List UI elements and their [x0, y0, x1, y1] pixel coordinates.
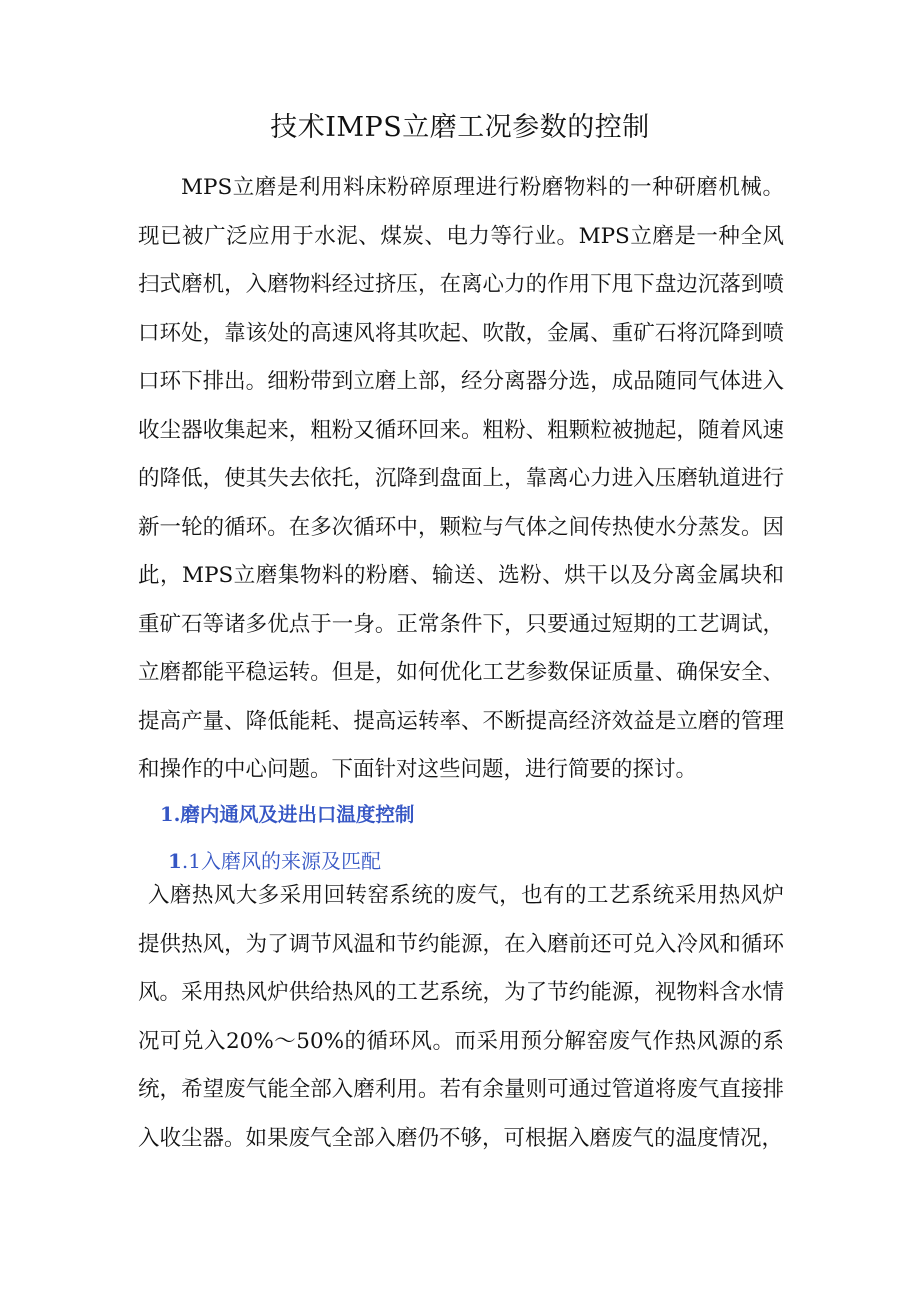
subsection-number: 1: [168, 849, 182, 873]
intro-paragraph: MPS立磨是利用料床粉碎原理进行粉磨物料的一种研磨机械。现已被广泛应用于水泥、煤炭、电力等行业。MPS立磨是一种全风扫式磨机，入磨物料经过挤压，在离心力的作用下甩下盘边沉落到喷口环处，靠该处的高速风将其吹起、吹散，金属、重矿石将沉降到喷口环下排出。细粉带到立磨上部，经分离器分选，成品随同气体进入收尘器收集起来，粗粉又循环回来。粗粉、粗颗粒被抛起，随着风速的降低，使其失去依托，沉降到盘面上，靠离心力进入压磨轨道进行新一轮的循环。在多次循环中，颗粒与气体之间传热使水分蒸发。因此，MPS立磨集物料的粉磨、输送、选粉、烘干以及分离金属块和重矿石等诸多优点于一身。正常条件下，只要通过短期的工艺调试，立磨都能平稳运转。但是，如何优化工艺参数保证质量、确保安全、提高产量、降低能耗、提高运转率、不断提高经济效益是立磨的管理和操作的中心问题。下面针对这些问题，进行简要的探讨。: [138, 175, 784, 782]
section-1-1-paragraph: 入磨热风大多采用回转窑系统的废气，也有的工艺系统采用热风炉提供热风，为了调节风温和节约能源，在入磨前还可兑入冷风和循环风。采用热风炉供给热风的工艺系统，为了节约能源，视物料含水情况可兑入20%～50%的循环风。而采用预分解窑废气作热风源的系统，希望废气能全部入磨利用。若有余量则可通过管道将废气直接排入收尘器。如果废气全部入磨仍不够，可根据入磨废气的温度情况，: [138, 883, 784, 1151]
page-title: 技术IMPS立磨工况参数的控制: [270, 112, 650, 143]
section-heading-1: 1.磨内通风及进出口温度控制: [160, 803, 415, 826]
subsection-title: .1入磨风的来源及匹配: [181, 849, 382, 873]
